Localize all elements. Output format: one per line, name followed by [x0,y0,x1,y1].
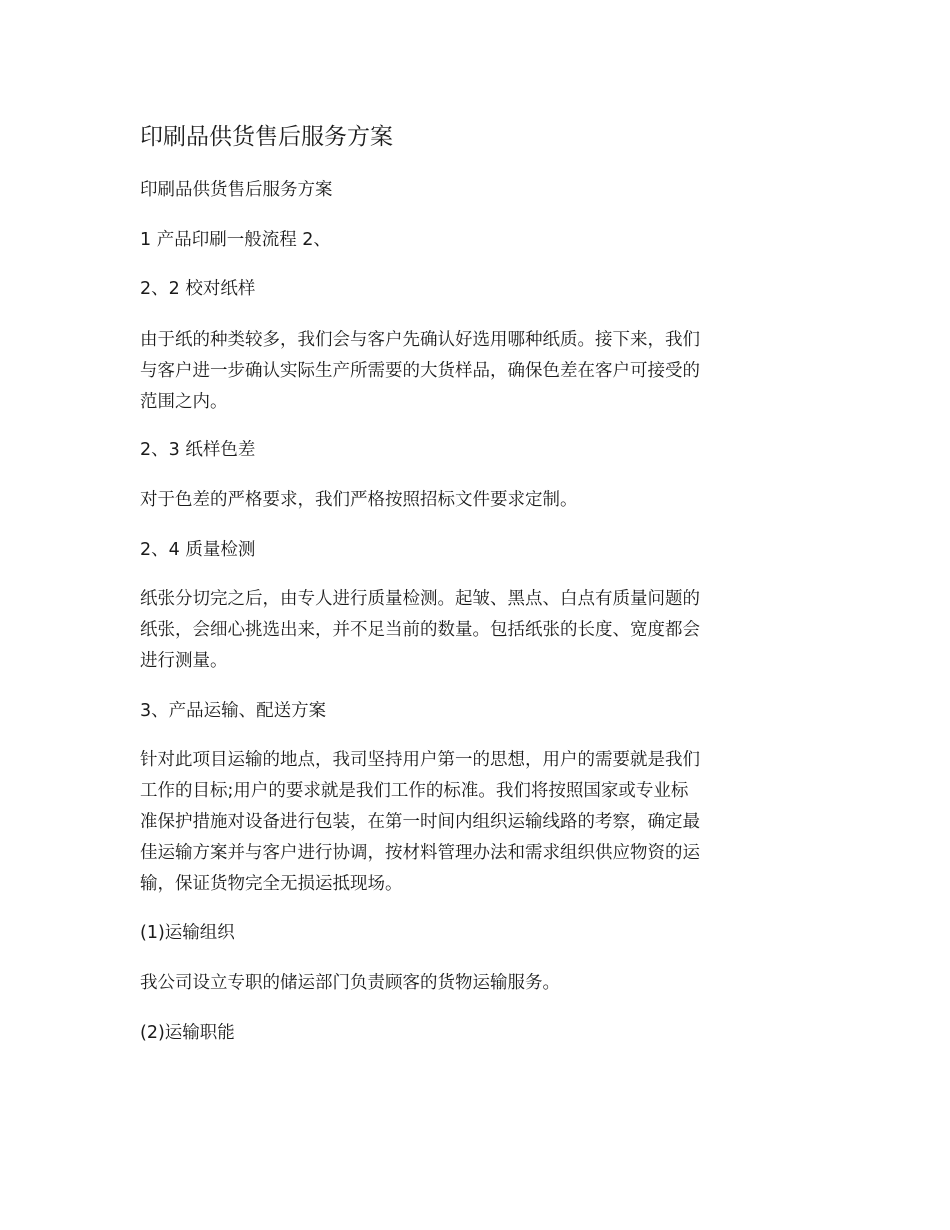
paragraph-line: 纸张，会细心挑选出来，并不足当前的数量。包括纸张的长度、宽度都会 [140,620,700,640]
section-heading-2-2: 2、2 校对纸样 [140,279,256,299]
paragraph-line: 针对此项目运输的地点，我司坚持用户第一的思想，用户的需要就是我们 [140,750,700,770]
paragraph-line: 进行测量。 [140,651,228,671]
paragraph-line: 由于纸的种类较多，我们会与客户先确认好选用哪种纸质。接下来，我们 [140,330,700,350]
section-heading-3-2: (2)运输职能 [140,1023,235,1043]
subtitle: 印刷品供货售后服务方案 [140,180,333,200]
paragraph-3 [140,745,812,900]
paragraph-line: 输，保证货物完全无损运抵现场。 [140,874,403,894]
section-heading-3-1: (1)运输组织 [140,923,235,943]
paragraph-line: 佳运输方案并与客户进行协调，按材料管理办法和需求组织供应物资的运 [140,843,700,863]
paragraph-2-4 [140,584,812,677]
paragraph-line: 与客户进一步确认实际生产所需要的大货样品，确保色差在客户可接受的 [140,361,700,381]
section-heading-3: 3、产品运输、配送方案 [140,701,327,721]
paragraph-2-3: 对于色差的严格要求，我们严格按照招标文件要求定制。 [140,490,578,510]
paragraph-3-1: 我公司设立专职的储运部门负责顾客的货物运输服务。 [140,973,560,993]
section-heading-2-4: 2、4 质量检测 [140,540,256,560]
paragraph-2-2 [140,325,812,418]
paragraph-line: 范围之内。 [140,392,228,412]
section-heading-2-3: 2、3 纸样色差 [140,440,256,460]
page-title: 印刷品供货售后服务方案 [140,124,393,150]
paragraph-line: 工作的目标;用户的要求就是我们工作的标准。我们将按照国家或专业标 [140,781,689,801]
paragraph-line: 准保护措施对设备进行包装，在第一时间内组织运输线路的考察，确定最 [140,812,700,832]
paragraph-line: 纸张分切完之后，由专人进行质量检测。起皱、黑点、白点有质量问题的 [140,589,700,609]
section-heading-1: 1 产品印刷一般流程 2、 [140,230,331,250]
